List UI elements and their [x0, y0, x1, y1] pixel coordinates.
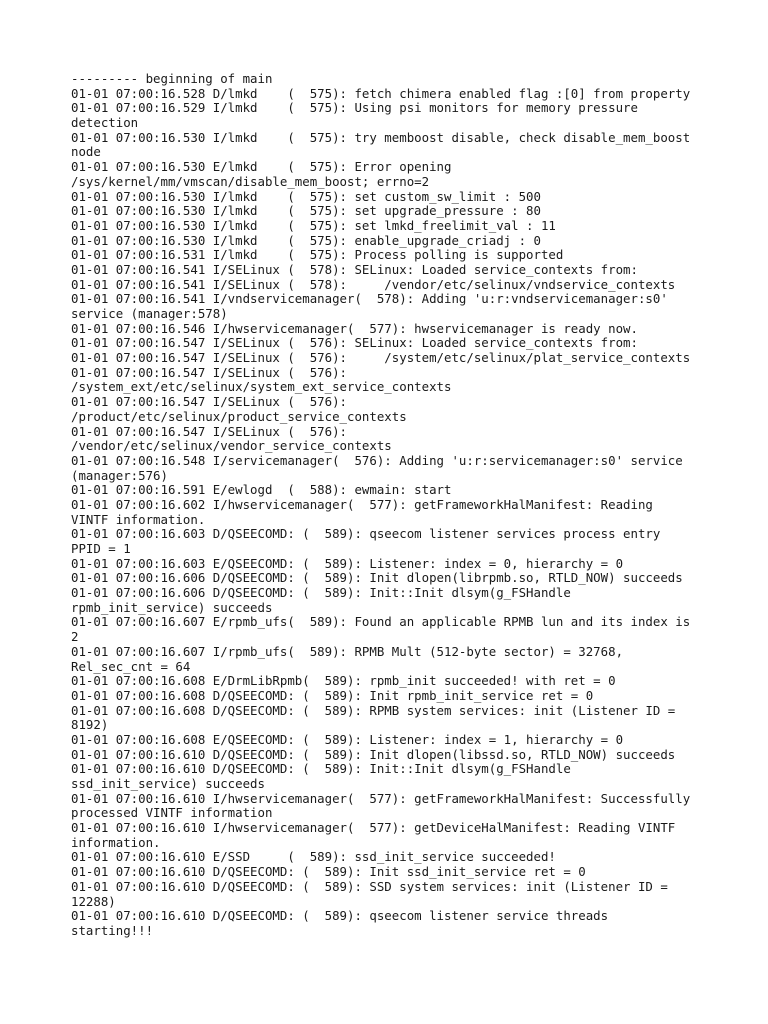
- log-line: 01-01 07:00:16.610 D/QSEECOMD: ( 589): SSD system services: init (Listener ID =: [71, 878, 668, 894]
- log-line: 01-01 07:00:16.530 I/lmkd ( 575): set upgrade_pressure : 80: [71, 203, 541, 219]
- log-line: /product/etc/selinux/product_service_contexts: [71, 408, 407, 424]
- log-line: 01-01 07:00:16.531 I/lmkd ( 575): Process polling is supported: [71, 247, 564, 263]
- log-line: rpmb_init_service) succeeds: [71, 599, 273, 615]
- log-line: 01-01 07:00:16.610 D/QSEECOMD: ( 589): Init ssd_init_service ret = 0: [71, 864, 586, 880]
- log-line: 01-01 07:00:16.610 D/QSEECOMD: ( 589): Init::Init dlsym(g_FSHandle: [71, 761, 571, 777]
- log-line: /sys/kernel/mm/vmscan/disable_mem_boost; errno=2: [71, 173, 430, 189]
- log-line: 12288): [71, 893, 116, 909]
- log-line: 01-01 07:00:16.607 E/rpmb_ufs( 589): Found an applicable RPMB lun and its index is: [71, 614, 691, 630]
- log-line: /system_ext/etc/selinux/system_ext_service_contexts: [71, 379, 452, 395]
- log-line: (manager:576): [71, 467, 168, 483]
- log-line: 01-01 07:00:16.548 I/servicemanager( 576): Adding 'u:r:servicemanager:s0' service: [71, 452, 683, 468]
- log-line: processed VINTF information: [71, 805, 273, 821]
- log-line: 01-01 07:00:16.608 E/QSEECOMD: ( 589): Listener: index = 1, hierarchy = 0: [71, 731, 624, 747]
- log-line: 01-01 07:00:16.530 I/lmkd ( 575): enable_upgrade_criadj : 0: [71, 232, 541, 248]
- log-document: [71, 72, 711, 939]
- log-line: starting!!!: [71, 922, 154, 938]
- log-line: 01-01 07:00:16.529 I/lmkd ( 575): Using psi monitors for memory pressure: [71, 100, 638, 116]
- log-line: 01-01 07:00:16.541 I/SELinux ( 578): SELinux: Loaded service_contexts from:: [71, 261, 638, 277]
- log-line: Rel_sec_cnt = 64: [71, 658, 191, 674]
- log-line: 2: [71, 629, 79, 645]
- log-line: 01-01 07:00:16.610 D/QSEECOMD: ( 589): qseecom listener service threads: [71, 908, 609, 924]
- log-line: 01-01 07:00:16.528 D/lmkd ( 575): fetch chimera enabled flag :[0] from property: [71, 85, 691, 101]
- log-line: 01-01 07:00:16.607 I/rpmb_ufs( 589): RPMB Mult (512-byte sector) = 32768,: [71, 643, 624, 659]
- log-line: PPID = 1: [71, 541, 131, 556]
- log-line: VINTF information.: [71, 511, 206, 527]
- log-line: service (manager:578): [71, 306, 228, 321]
- log-line: 01-01 07:00:16.530 I/lmkd ( 575): set custom_sw_limit : 500: [71, 188, 541, 204]
- log-line: 01-01 07:00:16.610 D/QSEECOMD: ( 589): Init dlopen(libssd.so, RTLD_NOW) succeeds: [71, 746, 676, 762]
- log-line: 01-01 07:00:16.530 I/lmkd ( 575): set lmkd_freelimit_val : 11: [71, 217, 556, 233]
- log-line: 01-01 07:00:16.608 D/QSEECOMD: ( 589): RPMB system services: init (Listener ID =: [71, 702, 676, 718]
- log-line: 01-01 07:00:16.530 I/lmkd ( 575): try memboost disable, check disable_mem_boost: [71, 129, 691, 145]
- log-line: node: [71, 144, 101, 160]
- log-line: 01-01 07:00:16.547 I/SELinux ( 576):: [71, 364, 348, 380]
- log-line: 8192): [71, 717, 109, 733]
- log-line: 01-01 07:00:16.547 I/SELinux ( 576): /system/etc/selinux/plat_service_contexts: [71, 350, 691, 366]
- log-line: 01-01 07:00:16.547 I/SELinux ( 576):: [71, 394, 348, 410]
- log-line: 01-01 07:00:16.608 D/QSEECOMD: ( 589): Init rpmb_init_service ret = 0: [71, 687, 594, 703]
- log-line: /vendor/etc/selinux/vendor_service_contexts: [71, 438, 392, 454]
- log-line: 01-01 07:00:16.541 I/vndservicemanager( 578): Adding 'u:r:vndservicemanager:s0': [71, 291, 668, 307]
- log-line: 01-01 07:00:16.606 D/QSEECOMD: ( 589): Init dlopen(librpmb.so, RTLD_NOW) succeeds: [71, 570, 683, 586]
- log-line: 01-01 07:00:16.610 E/SSD ( 589): ssd_init_service succeeded!: [71, 849, 556, 865]
- log-line: detection: [71, 115, 139, 131]
- log-line: 01-01 07:00:16.606 D/QSEECOMD: ( 589): Init::Init dlsym(g_FSHandle: [71, 585, 571, 601]
- log-line: information.: [71, 834, 161, 850]
- log-line: 01-01 07:00:16.546 I/hwservicemanager( 577): hwservicemanager is ready now.: [71, 320, 638, 336]
- log-line: 01-01 07:00:16.603 E/QSEECOMD: ( 589): Listener: index = 0, hierarchy = 0: [71, 555, 624, 571]
- log-line: ssd_init_service) succeeds: [71, 776, 265, 791]
- log-line: 01-01 07:00:16.610 I/hwservicemanager( 577): getFrameworkHalManifest: Successfully: [71, 790, 691, 806]
- log-line: 01-01 07:00:16.547 I/SELinux ( 576):: [71, 423, 348, 439]
- log-line: 01-01 07:00:16.547 I/SELinux ( 576): SELinux: Loaded service_contexts from:: [71, 335, 638, 351]
- log-line: 01-01 07:00:16.608 E/DrmLibRpmb( 589): rpmb_init succeeded! with ret = 0: [71, 673, 616, 689]
- log-line: 01-01 07:00:16.541 I/SELinux ( 578): /vendor/etc/selinux/vndservice_contexts: [71, 276, 676, 292]
- log-line: 01-01 07:00:16.530 E/lmkd ( 575): Error opening: [71, 159, 452, 175]
- log-line: 01-01 07:00:16.602 I/hwservicemanager( 577): getFrameworkHalManifest: Reading: [71, 496, 653, 512]
- log-line: --------- beginning of main: [71, 71, 273, 86]
- log-line: 01-01 07:00:16.603 D/QSEECOMD: ( 589): qseecom listener services process entry: [71, 526, 661, 542]
- log-line: 01-01 07:00:16.610 I/hwservicemanager( 577): getDeviceHalManifest: Reading VINTF: [71, 820, 676, 836]
- log-line: 01-01 07:00:16.591 E/ewlogd ( 588): ewmain: start: [71, 482, 452, 498]
